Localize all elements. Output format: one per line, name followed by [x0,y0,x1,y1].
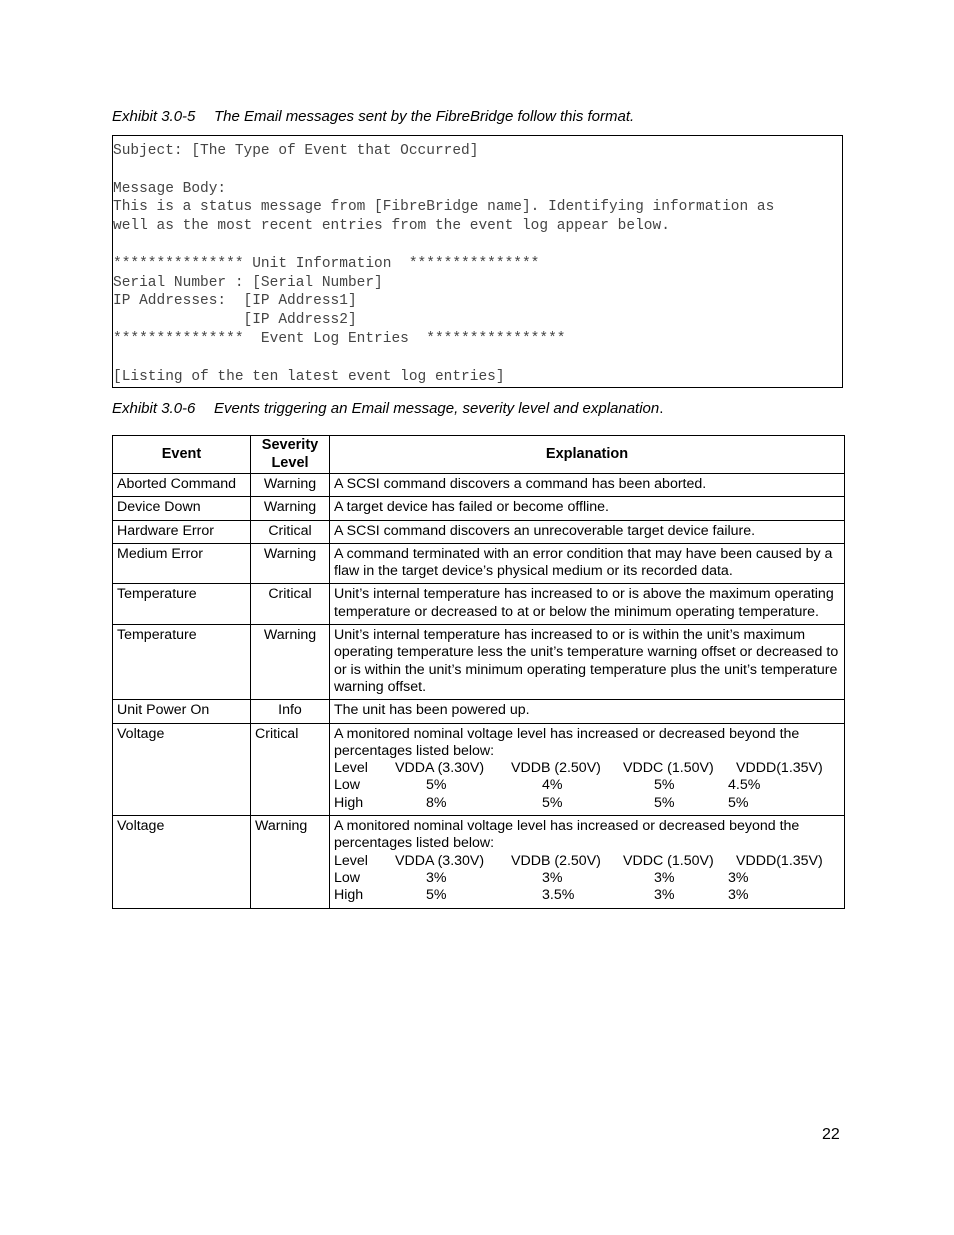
voltage-cell: VDDA (3.30V) [395,852,485,869]
voltage-cell: 4% [542,777,563,794]
table-row [113,584,845,625]
voltage-cell: 5% [654,794,675,811]
severity-cell: Critical [251,520,330,543]
explanation-text: A SCSI command discovers a command has been aborted. [334,476,707,492]
table-header-row [113,436,845,474]
table-row [113,497,845,520]
voltage-cell: Level [334,760,368,777]
email-format-box [112,135,843,388]
explanation-cell [330,497,845,520]
table-row [113,520,845,543]
event-cell: Medium Error [113,543,251,584]
voltage-row-low [334,870,823,887]
voltage-row-high [334,795,823,812]
voltage-cell: High [334,794,364,811]
voltage-cell: VDDD(1.35V) [736,852,823,869]
explanation-text: A target device has failed or become offline. [334,499,609,516]
voltage-row-low [334,777,823,794]
voltage-thresholds-table [334,853,823,905]
voltage-cell: VDDC (1.50V) [623,760,714,777]
voltage-cell: 3% [728,887,749,904]
event-cell: Temperature [113,584,251,625]
voltage-thresholds-table [334,760,823,812]
exhibit-caption-events [112,400,663,418]
voltage-cell: High [334,887,364,904]
event-cell: Voltage [113,816,251,908]
explanation-cell [330,700,845,723]
email-format-line: *************** Unit Information *************** [113,255,540,272]
voltage-cell: 5% [426,777,447,794]
header-explanation: Explanation [330,436,845,474]
email-format-line: [Listing of the ten latest event log entries] [113,368,505,385]
table-row [113,816,845,908]
voltage-cell: 5% [426,887,447,904]
explanation-text: A SCSI command discovers an unrecoverable target device failure. [334,522,756,539]
table-row [113,625,845,700]
voltage-cell: 5% [728,794,749,811]
voltage-cell: VDDC (1.50V) [623,852,714,869]
explanation-text: A monitored nominal voltage level has increased or decreased beyond the percentages listed below: [334,725,800,759]
exhibit-caption-email-format [112,108,634,126]
explanation-text: A command terminated with an error condition that may have been caused by a flaw in the target device’s physical medium or its recorded data. [334,545,833,580]
voltage-cell: 8% [426,794,447,811]
explanation-cell [330,816,845,908]
voltage-cell: VDDA (3.30V) [395,760,485,777]
severity-cell: Warning [251,816,330,908]
severity-cell: Critical [251,584,330,625]
voltage-cell: 4.5% [728,777,761,794]
explanation-cell [330,625,845,700]
voltage-cell: 5% [654,777,675,794]
event-cell: Temperature [113,625,251,700]
voltage-row-header [334,853,823,870]
event-cell: Device Down [113,497,251,520]
explanation-cell [330,543,845,584]
severity-cell: Warning [251,625,330,700]
explanation-cell [330,723,845,815]
header-severity-level: Severity Level [251,436,330,474]
table-row [113,474,845,497]
explanation-text: Unit’s internal temperature has increased to or is above the maximum operating temperature or decreased to at or below the minimum operating temperature. [334,586,834,620]
explanation-cell [330,474,845,497]
event-cell: Voltage [113,723,251,815]
voltage-cell: VDDD(1.35V) [736,760,823,777]
exhibit-title-period: . [659,400,664,417]
email-format-text [113,136,842,386]
event-cell: Hardware Error [113,520,251,543]
explanation-cell [330,584,845,625]
header-event: Event [113,436,251,474]
table-row [113,700,845,723]
voltage-cell: 3% [426,869,447,886]
exhibit-title: Events triggering an Email message, severity level and explanation [214,400,660,417]
voltage-cell: VDDB (2.50V) [511,760,601,777]
email-format-line: Message Body: [113,180,227,197]
voltage-cell: 3% [654,887,675,904]
voltage-cell: Level [334,852,368,869]
voltage-cell: 3% [542,869,563,886]
page-number: 22 [822,1126,840,1143]
email-format-line: This is a status message from [FibreBridge name]. Identifying information as [113,199,775,216]
explanation-text: Unit’s internal temperature has increased to or is within the unit’s maximum operating temperature less the unit’s temperature warning offset or decreased to or is within the unit’s minimum operating temperature plus the unit’s temperature warning offset. [334,627,839,695]
exhibit-number: Exhibit 3.0-5 [112,108,196,125]
voltage-cell: VDDB (2.50V) [511,852,601,869]
events-table [112,435,845,909]
voltage-cell: Low [334,777,361,794]
severity-cell: Info [251,700,330,723]
exhibit-number: Exhibit 3.0-6 [112,400,196,417]
event-cell: Aborted Command [113,474,251,497]
event-cell: Unit Power On [113,700,251,723]
explanation-text: A monitored nominal voltage level has increased or decreased beyond the percentages listed below: [334,818,800,852]
severity-cell: Critical [251,723,330,815]
table-row [113,543,845,584]
email-format-line: *************** Event Log Entries **************** [113,330,566,347]
exhibit-title: The Email messages sent by the FibreBridge follow this format. [214,108,635,125]
email-format-line: IP Addresses: [IP Address1] [113,293,357,310]
voltage-row-header [334,760,823,777]
voltage-cell: 3% [728,869,749,886]
severity-cell: Warning [251,474,330,497]
severity-cell: Warning [251,497,330,520]
voltage-cell: 5% [542,794,563,811]
table-row [113,723,845,815]
severity-cell: Warning [251,543,330,584]
email-format-line: [IP Address2] [113,312,357,329]
table-body [113,474,845,909]
voltage-cell: Low [334,869,361,886]
email-format-line: Serial Number : [Serial Number] [113,274,383,291]
voltage-cell: 3.5% [542,887,575,904]
voltage-cell: 3% [654,869,675,886]
email-format-line: Subject: [The Type of Event that Occurred] [113,143,479,159]
voltage-row-high [334,887,823,904]
email-format-line: well as the most recent entries from the event log appear below. [113,218,670,235]
explanation-text: The unit has been powered up. [334,702,530,719]
explanation-cell [330,520,845,543]
